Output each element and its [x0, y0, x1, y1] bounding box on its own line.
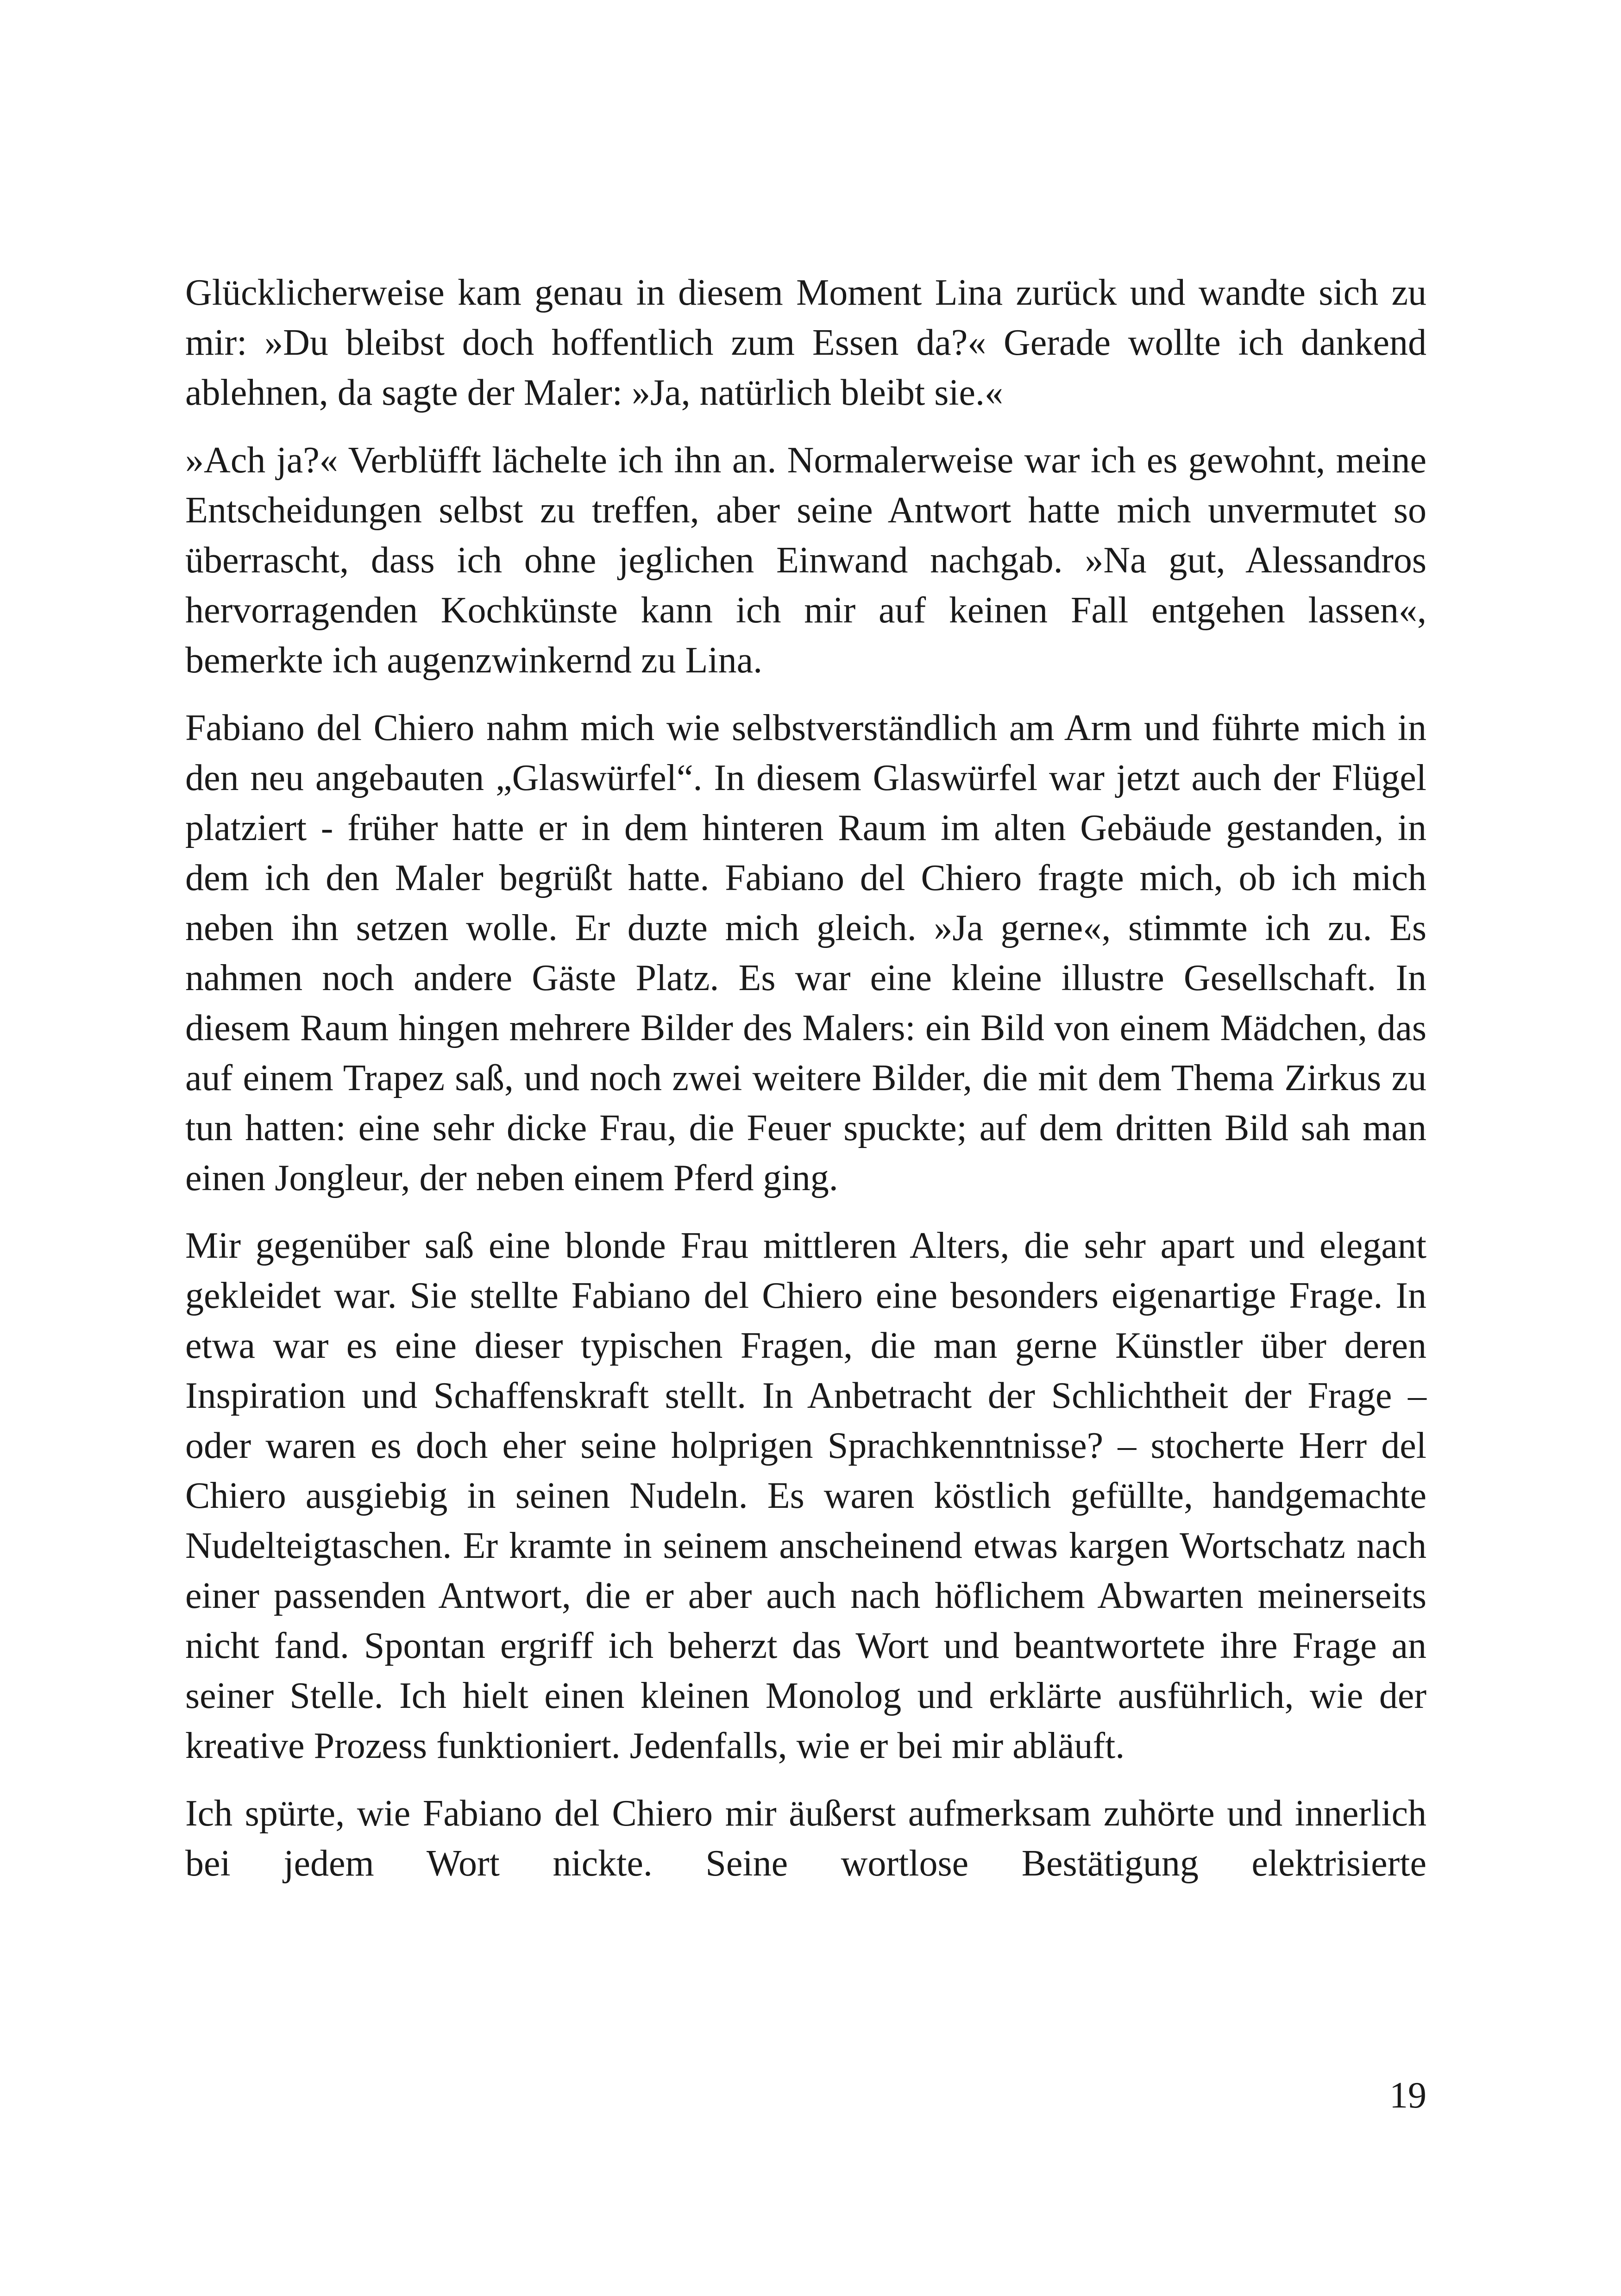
body-text	[185, 268, 1426, 1906]
paragraph-2: »Ach ja?« Verblüfft lächelte ich ihn an. Normalerweise war ich es gewohnt, meine Entscheidungen selbst zu treffen, aber seine Antwort hatte mich unvermutet so überrascht, dass ich ohne jeglichen Einwand nachgab. »Na gut, Alessandros hervorragenden Kochkünste kann ich mir auf keinen Fall entgehen lassen«, bemerkte ich augenzwinkernd zu Lina.	[185, 440, 1426, 681]
paragraph-3: Fabiano del Chiero nahm mich wie selbstverständlich am Arm und führte mich in den neu angebauten „Glaswürfel“. In diesem Glaswürfel war jetzt auch der Flügel platziert - früher hatte er in dem hinteren Raum im alten Gebäude gestanden, in dem ich den Maler begrüßt hatte. Fabiano del Chiero fragte mich, ob ich mich neben ihn setzen wolle. Er duzte mich gleich. »Ja gerne«, stimmte ich zu. Es nahmen noch andere Gäste Platz. Es war eine kleine illustre Gesellschaft. In diesem Raum hingen mehrere Bilder des Malers: ein Bild von einem Mädchen, das auf einem Trapez saß, und noch zwei weitere Bilder, die mit dem Thema Zirkus zu tun hatten: eine sehr dicke Frau, die Feuer spuckte; auf dem dritten Bild sah man einen Jongleur, der neben einem Pferd ging.	[185, 708, 1426, 1198]
paragraph-4: Mir gegenüber saß eine blonde Frau mittleren Alters, die sehr apart und elegant gekleidet war. Sie stellte Fabiano del Chiero eine besonders eigenartige Frage. In etwa war es eine dieser typischen Fragen, die man gerne Künstler über deren Inspiration und Schaffenskraft stellt. In Anbetracht der Schlichtheit der Frage – oder waren es doch eher seine holprigen Sprachkenntnisse? – stocherte Herr del Chiero ausgiebig in seinen Nudeln. Es waren köstlich gefüllte, handgemachte Nudelteigtaschen. Er kramte in seinem anscheinend etwas kargen Wortschatz nach einer passenden Antwort, die er aber auch nach höflichem Abwarten meinerseits nicht fand. Spontan ergriff ich beherzt das Wort und beantwortete ihre Frage an seiner Stelle. Ich hielt einen kleinen Monolog und erklärte ausführlich, wie der kreative Prozess funktioniert. Jedenfalls, wie er bei mir abläuft.	[185, 1225, 1426, 1766]
paragraph-1: Glücklicherweise kam genau in diesem Moment Lina zurück und wandte sich zu mir: »Du bleibst doch hoffentlich zum Essen da?« Gerade wollte ich dankend ablehnen, da sagte der Maler: »Ja, natürlich bleibt sie.«	[185, 272, 1426, 413]
paragraph-5: Ich spürte, wie Fabiano del Chiero mir äußerst aufmerksam zuhörte und innerlich bei jedem Wort nickte. Seine wortlose Bestätigung elektrisierte	[185, 1793, 1426, 1884]
page-number: 19	[1389, 2075, 1426, 2116]
